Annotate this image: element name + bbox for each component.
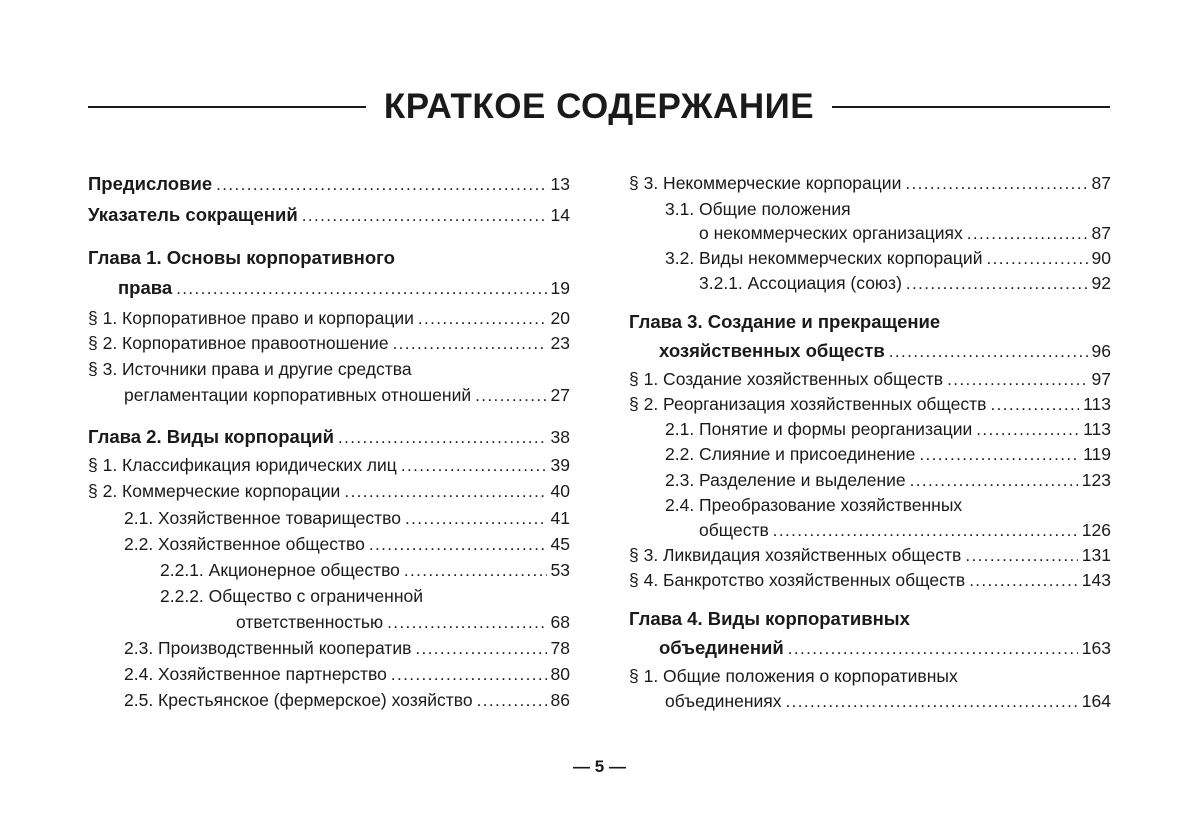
title-row <box>88 82 1110 132</box>
toc-page: 126 <box>1081 520 1111 540</box>
dot-leader <box>176 277 546 301</box>
toc-entry-chapter-1[interactable] <box>88 246 570 270</box>
dot-leader <box>990 393 1079 417</box>
dot-leader <box>976 418 1079 442</box>
toc-page: 143 <box>1081 570 1111 590</box>
toc-page: 41 <box>550 508 570 528</box>
toc-page: 113 <box>1083 419 1111 439</box>
toc-label: § 2. Корпоративное правоотношение <box>88 333 389 353</box>
toc-entry-ch2-s2-3[interactable] <box>88 636 570 660</box>
toc-page: 123 <box>1081 470 1111 490</box>
page-number: — 5 — <box>573 757 626 776</box>
toc-label: § 4. Банкротство хозяйственных обществ <box>629 570 966 590</box>
toc-label: § 1. Классификация юридических лиц <box>88 455 397 475</box>
toc-label: Глава 1. Основы корпоративного <box>88 247 395 268</box>
toc-label: объединениях <box>665 691 782 711</box>
toc-entry-ch2-s2-1[interactable] <box>88 506 570 530</box>
toc-page: 53 <box>550 560 570 580</box>
toc-entry-ch2-s2-4[interactable] <box>88 662 570 686</box>
toc-label: 3.2.1. Ассоциация (союз) <box>699 273 902 293</box>
toc-entry-chapter-4-cont[interactable] <box>629 636 1111 660</box>
toc-page: 113 <box>1083 394 1111 414</box>
toc-entry-ch3-s2-2[interactable] <box>629 442 1111 466</box>
toc-entry-ch1-s1[interactable] <box>88 306 570 330</box>
toc-page: 20 <box>550 308 570 328</box>
toc-entry-ch2-s2-2[interactable] <box>88 532 570 556</box>
dot-leader <box>405 507 547 531</box>
toc-entry-ch2-s3-2[interactable] <box>629 246 1111 270</box>
toc-entry-ch3-s2-4-cont[interactable] <box>629 518 1111 542</box>
dot-leader <box>969 569 1078 593</box>
toc-entry-chapter-2[interactable] <box>88 425 570 449</box>
toc-page: 87 <box>1091 173 1111 193</box>
dot-leader <box>965 544 1077 568</box>
toc-entry-preface[interactable] <box>88 172 570 196</box>
toc-label: § 3. Некоммерческие корпорации <box>629 173 902 193</box>
toc-entry-ch3-s2-4[interactable] <box>629 493 1111 517</box>
toc-page: 38 <box>550 427 570 447</box>
toc-entry-ch2-s3-1-cont[interactable] <box>629 221 1111 245</box>
toc-page: 164 <box>1081 691 1111 711</box>
dot-leader <box>344 480 546 504</box>
dot-leader <box>947 368 1087 392</box>
toc-label: 2.2. Хозяйственное общество <box>124 534 365 554</box>
toc-label: 2.2. Слияние и присоединение <box>665 444 916 464</box>
toc-entry-ch2-s2[interactable] <box>88 479 570 503</box>
dot-leader <box>216 173 546 197</box>
toc-label: § 3. Ликвидация хозяйственных обществ <box>629 545 962 565</box>
dot-leader <box>773 519 1078 543</box>
toc-page: 131 <box>1081 545 1111 565</box>
dot-leader <box>391 663 547 687</box>
toc-entry-ch2-s2-2-2-cont[interactable] <box>88 610 570 634</box>
dot-leader <box>987 247 1088 271</box>
toc-entry-ch1-s3[interactable] <box>88 357 570 381</box>
toc-page: 39 <box>550 455 570 475</box>
dot-leader <box>967 222 1088 246</box>
toc-page: 68 <box>550 612 570 632</box>
dot-leader <box>889 340 1088 364</box>
toc-label: 2.3. Производственный кооператив <box>124 638 412 658</box>
toc-entry-ch1-s2[interactable] <box>88 331 570 355</box>
toc-page: 23 <box>550 333 570 353</box>
toc-entry-ch3-s4[interactable] <box>629 568 1111 592</box>
dot-leader <box>338 426 547 450</box>
toc-label: регламентации корпоративных отношений <box>124 385 472 405</box>
dot-leader <box>906 272 1088 296</box>
toc-page: 119 <box>1083 444 1111 464</box>
dot-leader <box>475 384 546 408</box>
toc-entry-chapter-1-cont[interactable] <box>88 276 570 300</box>
toc-page: 86 <box>550 690 570 710</box>
toc-page: 97 <box>1091 369 1111 389</box>
toc-page: 40 <box>550 481 570 501</box>
toc-label: § 2. Реорганизация хозяйственных обществ <box>629 394 987 414</box>
toc-label: Глава 4. Виды корпоративных <box>629 608 910 629</box>
dot-leader <box>477 689 547 713</box>
dot-leader <box>302 204 547 228</box>
toc-page: 87 <box>1091 223 1111 243</box>
dot-leader <box>401 454 547 478</box>
toc-page: 78 <box>550 638 570 658</box>
toc-label: обществ <box>699 520 769 540</box>
toc-label: права <box>118 277 173 298</box>
toc-label: Указатель сокращений <box>88 204 298 225</box>
toc-entry-ch1-s3-cont[interactable] <box>88 383 570 407</box>
toc-page: 80 <box>550 664 570 684</box>
toc-page: 96 <box>1091 341 1111 361</box>
toc-label: Глава 2. Виды корпораций <box>88 426 334 447</box>
dot-leader <box>788 637 1078 661</box>
toc-label: 2.5. Крестьянское (фермерское) хозяйство <box>124 690 473 710</box>
toc-entry-ch2-s2-2-1[interactable] <box>88 558 570 582</box>
toc-label: ответственностью <box>236 612 384 632</box>
dot-leader <box>369 533 547 557</box>
toc-page: 27 <box>550 385 570 405</box>
toc-page: 92 <box>1091 273 1111 293</box>
title-rule-left <box>88 106 366 108</box>
toc-label: объединений <box>659 637 784 658</box>
toc-page: 13 <box>550 174 570 194</box>
toc-entry-ch2-s2-2-2[interactable] <box>88 584 570 608</box>
toc-entry-ch2-s3-1[interactable] <box>629 197 1111 221</box>
dot-leader <box>393 332 547 356</box>
toc-label: 2.3. Разделение и выделение <box>665 470 906 490</box>
toc-label: § 2. Коммерческие корпорации <box>88 481 341 501</box>
toc-page: 19 <box>550 278 570 298</box>
toc-entry-abbreviations[interactable] <box>88 203 570 227</box>
toc-label: 2.4. Хозяйственное партнерство <box>124 664 387 684</box>
toc-entry-ch2-s2-5[interactable] <box>88 688 570 712</box>
toc-page: 14 <box>550 205 570 225</box>
toc-label: 2.4. Преобразование хозяйственных <box>665 495 963 515</box>
toc-label: 2.2.2. Общество с ограниченной <box>160 586 423 606</box>
toc-entry-ch2-s3[interactable] <box>629 171 1111 195</box>
dot-leader <box>910 469 1078 493</box>
toc-label: 3.2. Виды некоммерческих корпораций <box>665 248 983 268</box>
toc-entry-ch2-s3-2-1[interactable] <box>629 271 1111 295</box>
title-rule-right <box>832 106 1110 108</box>
toc-page: 163 <box>1081 638 1111 658</box>
toc-label: хозяйственных обществ <box>659 340 885 361</box>
toc-entry-ch4-s1-cont[interactable] <box>629 689 1111 713</box>
toc-entry-ch3-s3[interactable] <box>629 543 1111 567</box>
dot-leader <box>919 443 1079 467</box>
toc-label: § 1. Общие положения о корпоративных <box>629 666 958 686</box>
toc-label: § 3. Источники права и другие средства <box>88 359 412 379</box>
toc-entry-ch3-s2[interactable] <box>629 392 1111 416</box>
toc-label: 2.1. Хозяйственное товарищество <box>124 508 402 528</box>
toc-label: 3.1. Общие положения <box>665 199 851 219</box>
dot-leader <box>387 611 546 635</box>
page-title: КРАТКОЕ СОДЕРЖАНИЕ <box>383 87 815 126</box>
toc-page: 45 <box>550 534 570 554</box>
toc-page: 90 <box>1091 248 1111 268</box>
dot-leader <box>905 172 1087 196</box>
toc-label: Глава 3. Создание и прекращение <box>629 311 941 332</box>
toc-label: § 1. Корпоративное право и корпорации <box>88 308 414 328</box>
dot-leader <box>415 637 546 661</box>
toc-label: § 1. Создание хозяйственных обществ <box>629 369 944 389</box>
toc-entry-ch4-s1[interactable] <box>629 664 1111 688</box>
toc-label: о некоммерческих организациях <box>699 223 963 243</box>
dot-leader <box>404 559 547 583</box>
toc-entry-ch2-s1[interactable] <box>88 453 570 477</box>
toc-entry-ch3-s2-1[interactable] <box>629 417 1111 441</box>
toc-entry-ch3-s1[interactable] <box>629 367 1111 391</box>
toc-entry-chapter-4[interactable] <box>629 607 1111 631</box>
toc-label: 2.2.1. Акционерное общество <box>160 560 400 580</box>
toc-entry-chapter-3[interactable] <box>629 310 1111 334</box>
dot-leader <box>418 307 547 331</box>
toc-entry-ch3-s2-3[interactable] <box>629 468 1111 492</box>
toc-label: 2.1. Понятие и формы реорганизации <box>665 419 973 439</box>
toc-label: Предисловие <box>88 173 213 194</box>
dot-leader <box>786 690 1078 714</box>
toc-entry-chapter-3-cont[interactable] <box>629 339 1111 363</box>
